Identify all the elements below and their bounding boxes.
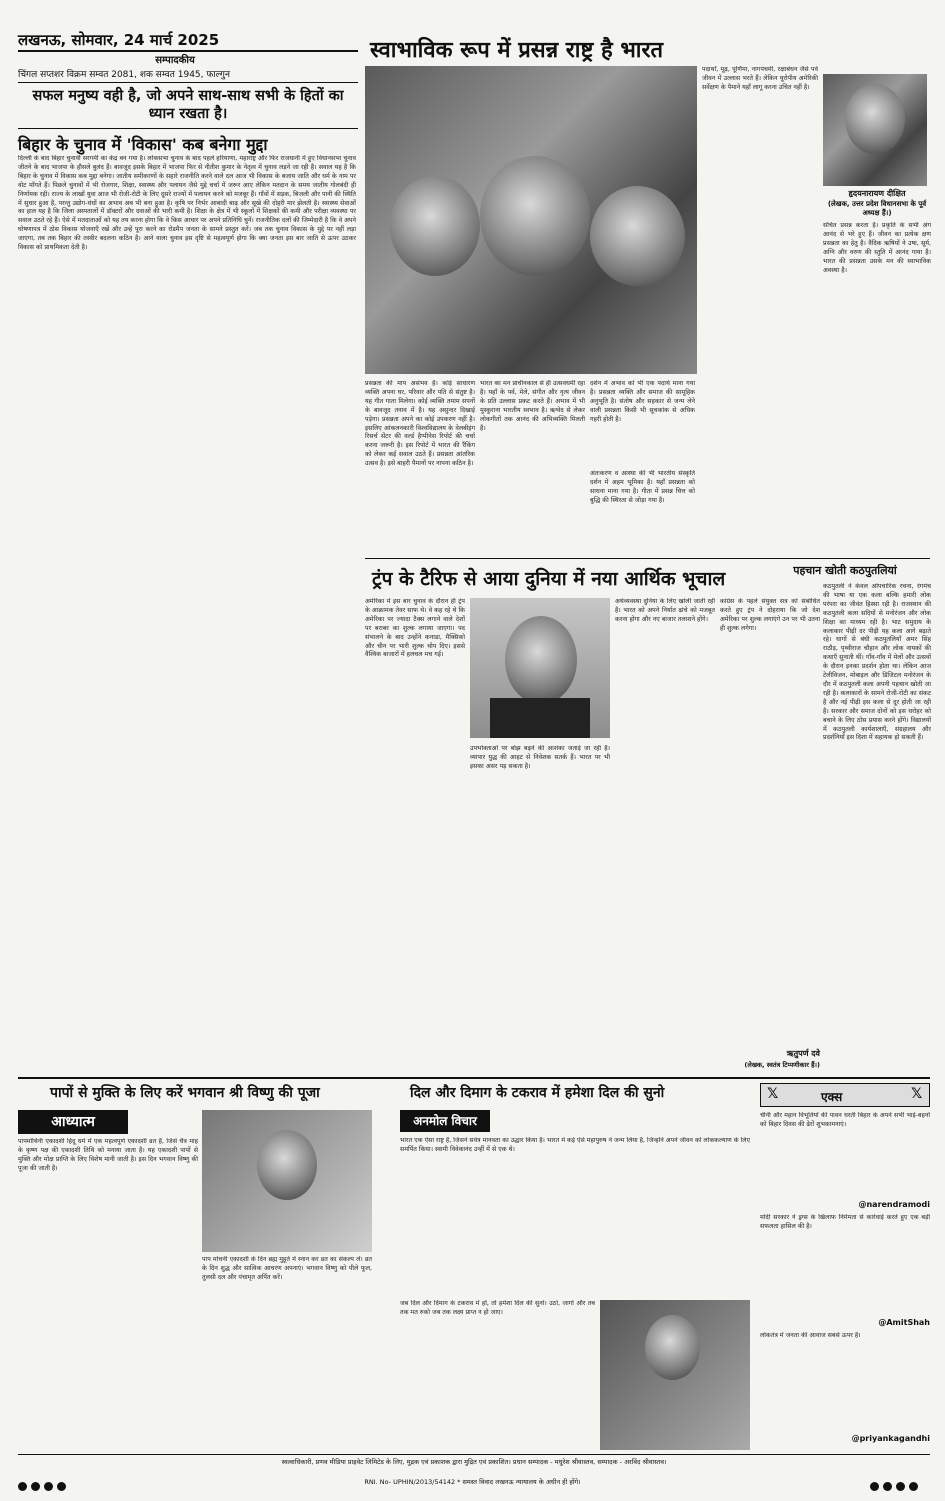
happy-col-d: अंतःकरण व आस्था की भी भारतीय संस्कृति दर्शन में अहम भूमिका है। यहाँ प्रसन्नता को साधना माना गया है। गीता में प्रसन्न चित्त को बुद्धि की स्थिरता से जोड़ा गया है। <box>590 470 695 504</box>
footer-line1: स्वत्वाधिकारी, प्रणव मीडिया प्राइवेट लिमिटेड के लिए, मुद्रक एवं प्रकाशक द्वारा मुद्रित एवं प्रकाशित। प्रधान सम्पादक - मधुरेश श्रीवास्तव, सम्पादक - अरविंद श्रीवास्तव। <box>281 1458 667 1466</box>
bihar-body: दिल्ली के बाद बिहार चुनावी सरगर्मी का केंद्र बन गया है। लोकसभा चुनाव के बाद पहले हरियाणा, महाराष्ट्र और फिर राजधानी में हुए विधानसभा चुनाव जीतने के बाद भाजपा के हौसले बुलंद हैं। बावजूद इसके बिहार में भाजपा फिर से नीतीश कुमार के नेतृत्व में चुनाव लड़ने जा रही है। सवाल यह है कि बिहार के चुनाव में विकास कब मुद्दा बनेगा। जातीय समीकरणों के सहारे राजनीति करने वाले दल आज भी विकास के बजाय जाति और धर्म के नाम पर वोट माँगते हैं। पिछले चुनावों में भी रोजगार, शिक्षा, स्वास्थ्य और पलायन जैसे मुद्दे चर्चा में जरूर आए लेकिन मतदान के समय जातीय गोलबंदी ही निर्णायक रही। राज्य के लाखों युवा आज भी रोजी-रोटी के लिए दूसरे राज्यों में पलायन करने को मजबूर हैं। गाँवों में सड़क, बिजली और पानी की स्थिति में सुधार हुआ है, परन्तु उद्योग-धंधों का अभाव अब भी बना हुआ है। कृषि पर निर्भर आबादी बाढ़ और सूखे की दोहरी मार झेलती है। स्वास्थ्य सेवाओं का हाल यह है कि जिला अस्पतालों में डॉक्टरों और दवाओं की भारी कमी है। शिक्षा के क्षेत्र में भी स्कूलों में शिक्षकों की कमी और परीक्षा व्यवस्था पर सवाल उठते रहे हैं। ऐसे में मतदाताओं को यह तय करना होगा कि वे किस आधार पर अपने प्रतिनिधि चुनें। राजनीतिक दलों की जिम्मेदारी है कि वे अपने घोषणापत्र में ठोस विकास योजनाएँ रखें और उन्हें पूरा करने का रोडमैप जनता के सामने प्रस्तुत करें। जब तक चुनाव विकास के मुद्दे पर नहीं लड़ा जाएगा, तब तक बिहार की तस्वीर बदलना कठिन है। आने वाला चुनाव इस दृष्टि से महत्वपूर्ण होगा कि क्या जनता इस बार जाति से ऊपर उठकर विकास को प्राथमिकता देती है। <box>18 155 356 252</box>
trump-byline: ऋतुपर्ण दवे <box>786 1049 820 1058</box>
happy-col-e: पदार्थों, मूढ़, पूर्णिमा, नागपंचमी, रक्षाबंधन जैसे पर्व जीवन में उल्लास भरते हैं। लेकिन यूरोपीय अमेरिकी सर्वेक्षण के पैमाने यहाँ लागू करना उचित नहीं है। <box>702 66 818 91</box>
x-post-b: मोदी सरकार ने ड्रग्स के खिलाफ निर्ममता से कार्रवाई करते हुए एक बड़ी सफलता हासिल की है। <box>760 1214 930 1230</box>
trump-col-a: अमेरिका में इस बार चुनाव के दौरान ही ट्रंप के आक्रामक तेवर साफ थे। वे कह रहे थे कि अमेरिका पर ज्यादा टैक्स लगाने वाले देशों पर बराबर का शुल्क लगाया जाएगा। पद संभालने के बाद उन्होंने कनाडा, मैक्सिको और चीन पर भारी शुल्क थोप दिए। इससे वैश्विक बाजारों में हलचल मच गई। <box>365 598 465 659</box>
happy-col-c: दर्शन में अभाव को भी एक पदार्थ माना गया है। प्रसन्नता व्यक्ति और समाज की सामूहिक अनुभूति है। संतोष और सहकार से जन्म लेने वाली प्रसन्नता किसी भी सूचकांक से अधिक गहरी होती है। <box>590 380 695 423</box>
heart-col-a: भारत एक ऐसा राष्ट्र है, जिसने सर्वत्र मानवता का उद्धार किया है। भारत में कई ऐसे महापुरुष ने जन्म लिया है, जिन्होंने अपने जीवन को लोककल्याण के लिए समर्पित किया। स्वामी विवेकानंद उन्हीं में से एक थे। <box>400 1137 750 1153</box>
bihar-headline: बिहार के चुनाव में 'विकास' कब बनेगा मुद्दा <box>18 135 268 154</box>
rule <box>18 82 358 83</box>
calendar-note: चिंगल सप्तशर विक्रम सम्वत 2081, शक सम्वत 1945, फाल्गुन <box>18 70 230 80</box>
rule <box>18 1454 930 1455</box>
x-post-c: लोकतंत्र में जनता की आवाज सबसे ऊपर है। <box>760 1332 861 1339</box>
author-role: (लेखक, उत्तर प्रदेश विधानसभा के पूर्व अध्यक्ष हैं।) <box>827 200 927 217</box>
happy-col-b: भारत का मन प्राचीनकाल से ही उत्सवधर्मी रहा है। यहाँ के पर्व, मेले, संगीत और नृत्य जीवन के प्रति उल्लास प्रकट करते हैं। अभाव में भी मुस्कुराना भारतीय स्वभाव है। ऋग्वेद से लेकर लोकगीतों तक आनंद की अभिव्यक्ति मिलती है। <box>480 380 585 432</box>
trump-col-d: कांग्रेस के पहले संयुक्त सत्र को संबोधित करते हुए ट्रंप ने दोहराया कि जो देश अमेरिका पर शुल्क लगाएंगे उन पर भी उतना ही शुल्क लगेगा। <box>720 598 820 632</box>
rule <box>18 128 358 129</box>
x-logo-icon: 𝕏 <box>767 1086 779 1102</box>
author-name: हृदयनारायण दीक्षित <box>848 189 906 198</box>
footer-dots <box>870 1476 922 1495</box>
rule <box>18 1077 930 1079</box>
vishnu-col-a: पापमोचिनी एकादशी हिंदू धर्म में एक महत्वपूर्ण एकादशी व्रत है, जिसे चैत्र माह के कृष्ण पक्ष की एकादशी तिथि को मनाया जाता है। यह एकादशी पापों से मुक्ति और मोक्ष प्राप्ति के लिए विशेष मानी जाती है। इस दिन भगवान विष्णु की पूजा की जाती है। <box>18 1138 198 1172</box>
happy-col-a: प्रसन्नता की माप असंभव है। कोई साधारण व्यक्ति अपना घर, परिवार और पति से संतुष्ट है। यह गीत गाता मिलेगा। कोई व्यक्ति तमाम सपनों के बावजूद तनाव में है। यह असुन्दर दिखाई पड़ेगा। प्रसन्नता अपने का कोई उपकरण नहीं है। इसलिए आंकलनकारी विश्वविद्यालय के वेलबीइंग रिसर्च सेंटर की वर्ल्ड हैप्पीनेस रिपोर्ट की चर्चा करना जरूरी है। इस रिपोर्ट में भारत की रैंकिंग को लेकर कई सवाल उठते हैं। प्रसन्नता आंतरिक उत्सव है। इसे बाहरी पैमानों पर नापना कठिन है। <box>365 380 475 468</box>
vishnu-image <box>202 1110 372 1252</box>
x-handle-a: @narendramodi <box>858 1200 930 1209</box>
dateline: लखनऊ, सोमवार, 24 मार्च 2025 <box>18 31 220 49</box>
trump-col-b: उपभोक्ताओं पर बोझ बढ़ने की आशंका जताई जा रही है। व्यापार युद्ध की आहट से निवेशक सतर्क हैं। भारत पर भी इसका असर पड़ सकता है। <box>470 745 610 770</box>
footer-dots <box>18 1476 70 1495</box>
trump-headline: ट्रंप के टैरिफ से आया दुनिया में नया आर्थिक भूचाल <box>372 568 726 590</box>
vishnu-tag: आध्यात्म <box>18 1110 128 1134</box>
trump-col-c: अर्थव्यवस्था दुनिया के लिए खोली जाती रही है। भारत को अपने निर्यात ढांचे को मजबूत करना होगा और नए बाजार तलाशने होंगे। <box>615 598 715 623</box>
vivekananda-photo <box>600 1300 750 1450</box>
section-label: सम्पादकीय <box>155 55 195 66</box>
x-handle-b: @AmitShah <box>878 1318 930 1327</box>
trump-photo <box>470 598 610 738</box>
x-header <box>760 1083 930 1107</box>
puppet-body: कठपुतली ने केवल ओपचारिक रचना, रंगमंच की भाषा या एक कला बल्कि हमारी लोक परंपरा का जीवंत हिस्सा रही है। राजस्थान की कठपुतली कला सदियों से मनोरंजन और लोक शिक्षा का माध्यम रही है। भाट समुदाय के कलाकार पीढ़ी दर पीढ़ी यह कला आगे बढ़ाते रहे। धागों से बंधी कठपुतलियाँ अमर सिंह राठौड़, पृथ्वीराज चौहान और लोक नायकों की कथाएँ सुनाती थीं। गाँव-गाँव में मेलों और उत्सवों के दौरान इनका प्रदर्शन होता था। लेकिन आज टेलीविजन, मोबाइल और डिजिटल मनोरंजन के दौर में कठपुतली कला अपनी पहचान खोती जा रही है। कलाकारों के सामने रोजी-रोटी का संकट है और नई पीढ़ी इस कला से दूर होती जा रही है। सरकार और समाज दोनों को इस धरोहर को बचाने के लिए ठोस प्रयास करने होंगे। विद्यालयों में कठपुतली कार्यशालाएँ, संग्रहालय और प्रदर्शनियाँ इस दिशा में सहायक हो सकती हैं। <box>823 583 931 742</box>
vishnu-headline: पापों से मुक्ति के लिए करें भगवान श्री विष्णु की पूजा <box>50 1085 320 1101</box>
happy-col-f: संचित प्रसन्न करता है। प्रकृति के सभी अंग आनंद से भरे हुए हैं। जीवन का प्रत्येक क्षण प्रसन्नता का हेतु है। वैदिक ऋषियों ने उषा, सूर्य, अग्नि और वरुण की स्तुति में आनंद गाया है। भारत की प्रसन्नता उसके मन की स्वाभाविक अवस्था है। <box>823 222 931 274</box>
rule <box>365 558 930 559</box>
vishnu-col-b: पाप मोचनी एकादशी के दिन ब्रह्म मुहूर्त में स्नान कर व्रत का संकल्प लें। व्रत के दिन शुद्ध और सात्विक आचरण अपनाएं। भगवान विष्णु को पीले फूल, तुलसी दल और पंचामृत अर्पित करें। <box>202 1256 372 1281</box>
puppet-headline: पहचान खोती कठपुतलियां <box>793 564 897 577</box>
trump-byline-role: (लेखक, स्वतंत्र टिप्पणीकार हैं।) <box>744 1061 820 1069</box>
heart-col-b: जब दिल और दिमाग के टकराव में हों, तो हमेशा दिल की सुनो। उठो, जागो और तब तक मत रुको जब तक लक्ष्य प्राप्त न हो जाए। <box>400 1300 595 1316</box>
footer-line2: RNI. No- UPHIN/2013/54142 * समस्त विवाद लखनऊ न्यायालय के अधीन ही होंगे। <box>364 1478 581 1486</box>
x-handle-c: @priyankagandhi <box>851 1434 930 1443</box>
author-portrait <box>823 74 927 186</box>
happy-headline: स्वाभाविक रूप में प्रसन्न राष्ट्र है भारत <box>370 38 664 63</box>
x-post-a: चीनी और महान विभूतियों की पावन धरती बिहार के अपने सभी भाई-बहनों को बिहार दिवस की ढेरों शुभकामनाएं। <box>760 1112 930 1128</box>
editorial-quote: सफल मनुष्य वही है, जो अपने साथ-साथ सभी के हितों का ध्यान रखता है। <box>32 88 344 122</box>
x-label: एक्स <box>821 1090 843 1104</box>
x-logo-icon: 𝕏 <box>911 1086 923 1102</box>
heart-tag: अनमोल विचार <box>400 1110 490 1132</box>
heart-headline: दिल और दिमाग के टकराव में हमेशा दिल की सुनो <box>410 1085 665 1101</box>
